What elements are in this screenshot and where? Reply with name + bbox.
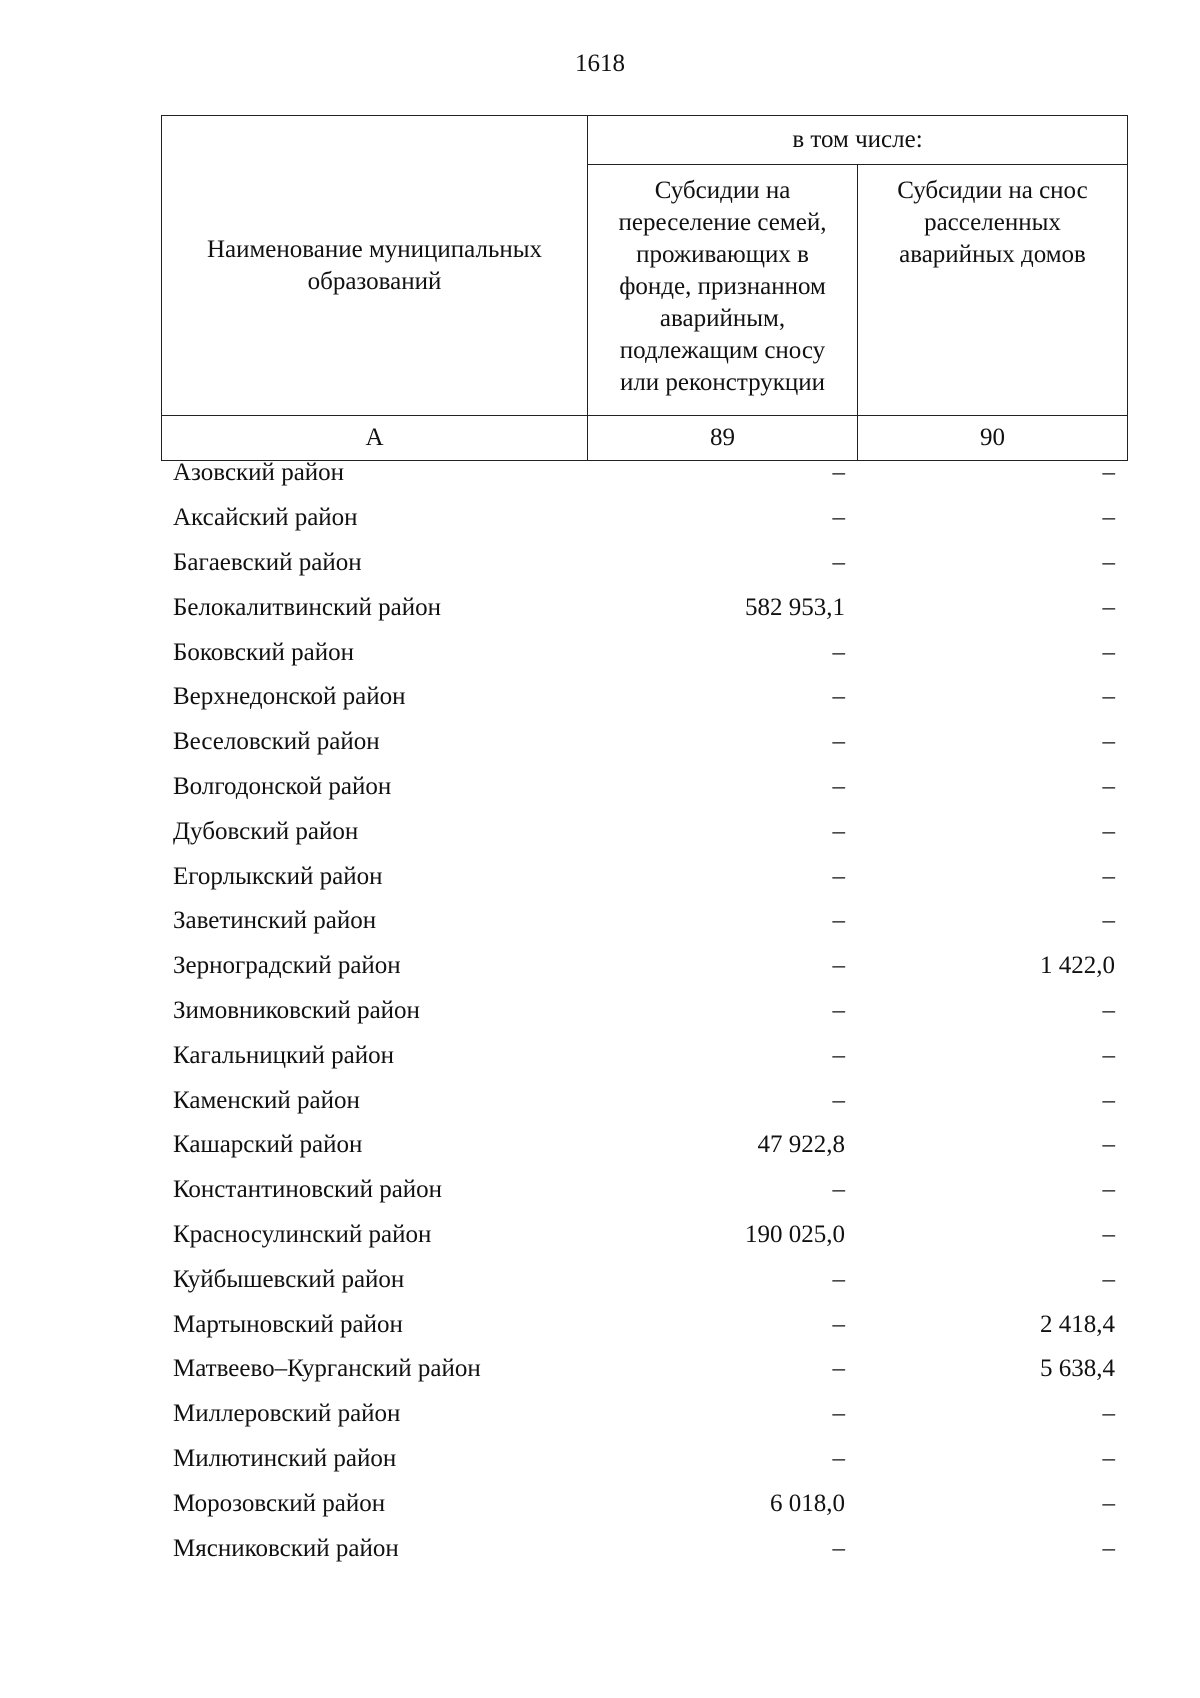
row-value-89: – [832,996,845,1024]
row-name: Дубовский район [173,817,359,845]
row-value-89: – [832,817,845,845]
table-row [161,451,1127,496]
row-name: Кагальницкий район [173,1041,395,1069]
row-value-89: – [832,772,845,800]
table-row [161,720,1127,765]
header-name-column [162,116,588,416]
row-value-89: – [832,459,845,487]
row-value-89: – [832,548,845,576]
row-value-90: 1 422,0 [1040,952,1115,980]
table-row [161,1526,1127,1571]
row-name: Зерноградский район [173,952,401,980]
table-row [161,1123,1127,1168]
row-value-89: – [832,504,845,532]
row-value-89: – [832,1444,845,1472]
table-row [161,1257,1127,1302]
row-value-90: – [1102,1131,1115,1159]
table-row [161,541,1127,586]
row-value-89: 47 922,8 [757,1131,845,1159]
row-name: Заветинский район [173,907,377,935]
row-value-89: – [832,952,845,980]
row-value-90: – [1102,996,1115,1024]
table-row [161,1481,1127,1526]
table-row [161,989,1127,1034]
table-row [161,1078,1127,1123]
table-row [161,1347,1127,1392]
row-value-90: – [1102,1534,1115,1562]
row-value-90: – [1102,593,1115,621]
row-name: Константиновский район [173,1176,443,1204]
row-value-89: – [832,1534,845,1562]
row-name: Егорлыкский район [173,862,383,890]
row-name: Куйбышевский район [173,1265,405,1293]
row-value-90: – [1102,1041,1115,1069]
row-name: Аксайский район [173,504,358,532]
row-value-89: – [832,1310,845,1338]
header-col-90 [858,165,1128,416]
row-name: Багаевский район [173,548,362,576]
row-value-89: – [832,1086,845,1114]
row-name: Морозовский район [173,1489,386,1517]
header-name-label: Наименование муниципальных образований [206,235,543,295]
header-col-89 [588,165,858,416]
row-value-90: – [1102,1400,1115,1428]
row-name: Белокалитвинский район [173,593,441,621]
header-col-89-label: Субсидии на переселение семей, проживающих в фонде, признанном аварийным, подлежащим сносу или реконструкции [618,177,827,396]
header-including: в том числе: [588,116,1128,165]
row-name: Мясниковский район [173,1534,399,1562]
table-row [161,899,1127,944]
table-row [161,1213,1127,1258]
row-name: Милютинский район [173,1444,397,1472]
row-name: Верхнедонской район [173,683,406,711]
table-row [161,1168,1127,1213]
row-value-90: – [1102,862,1115,890]
table-row [161,854,1127,899]
row-value-90: – [1102,683,1115,711]
row-value-89: – [832,638,845,666]
table-row [161,675,1127,720]
table-row [161,944,1127,989]
row-value-90: – [1102,1489,1115,1517]
row-value-89: 190 025,0 [745,1220,845,1248]
row-value-90: – [1102,817,1115,845]
row-value-89: – [832,1265,845,1293]
row-value-89: – [832,1176,845,1204]
header-index-a: А [162,416,588,461]
row-value-90: – [1102,1176,1115,1204]
row-name: Каменский район [173,1086,360,1114]
table-row [161,809,1127,854]
table-row [161,765,1127,810]
row-value-89: 582 953,1 [745,593,845,621]
table-header [161,115,1128,461]
row-value-90: – [1102,504,1115,532]
row-name: Азовский район [173,459,345,487]
table-row [161,1437,1127,1482]
table-body [161,451,1127,1571]
table-row [161,1392,1127,1437]
row-name: Веселовский район [173,728,380,756]
row-value-89: – [832,862,845,890]
row-value-90: – [1102,1444,1115,1472]
table-row [161,1302,1127,1347]
row-value-90: – [1102,548,1115,576]
row-value-90: – [1102,907,1115,935]
row-name: Боковский район [173,638,354,666]
row-value-90: – [1102,728,1115,756]
table-row [161,585,1127,630]
row-name: Кашарский район [173,1131,363,1159]
row-name: Красносулинский район [173,1220,432,1248]
page-number: 1618 [575,50,625,77]
row-value-90: 2 418,4 [1040,1310,1115,1338]
row-value-89: 6 018,0 [770,1489,845,1517]
row-value-90: 5 638,4 [1040,1355,1115,1383]
header-col-90-label: Субсидии на снос расселенных аварийных домов [897,177,1088,268]
row-value-89: – [832,1041,845,1069]
table-row [161,496,1127,541]
header-index-89: 89 [588,416,858,461]
row-name: Матвеево–Курганский район [173,1355,481,1383]
table-row [161,1033,1127,1078]
row-value-89: – [832,907,845,935]
row-value-90: – [1102,459,1115,487]
row-name: Волгодонской район [173,772,392,800]
row-name: Зимовниковский район [173,996,420,1024]
row-value-90: – [1102,1086,1115,1114]
row-name: Мартыновский район [173,1310,403,1338]
table-row [161,630,1127,675]
row-value-90: – [1102,772,1115,800]
header-index-90: 90 [858,416,1128,461]
row-value-90: – [1102,1265,1115,1293]
row-name: Миллеровский район [173,1400,401,1428]
row-value-89: – [832,1400,845,1428]
row-value-89: – [832,728,845,756]
row-value-89: – [832,1355,845,1383]
row-value-90: – [1102,638,1115,666]
row-value-90: – [1102,1220,1115,1248]
row-value-89: – [832,683,845,711]
